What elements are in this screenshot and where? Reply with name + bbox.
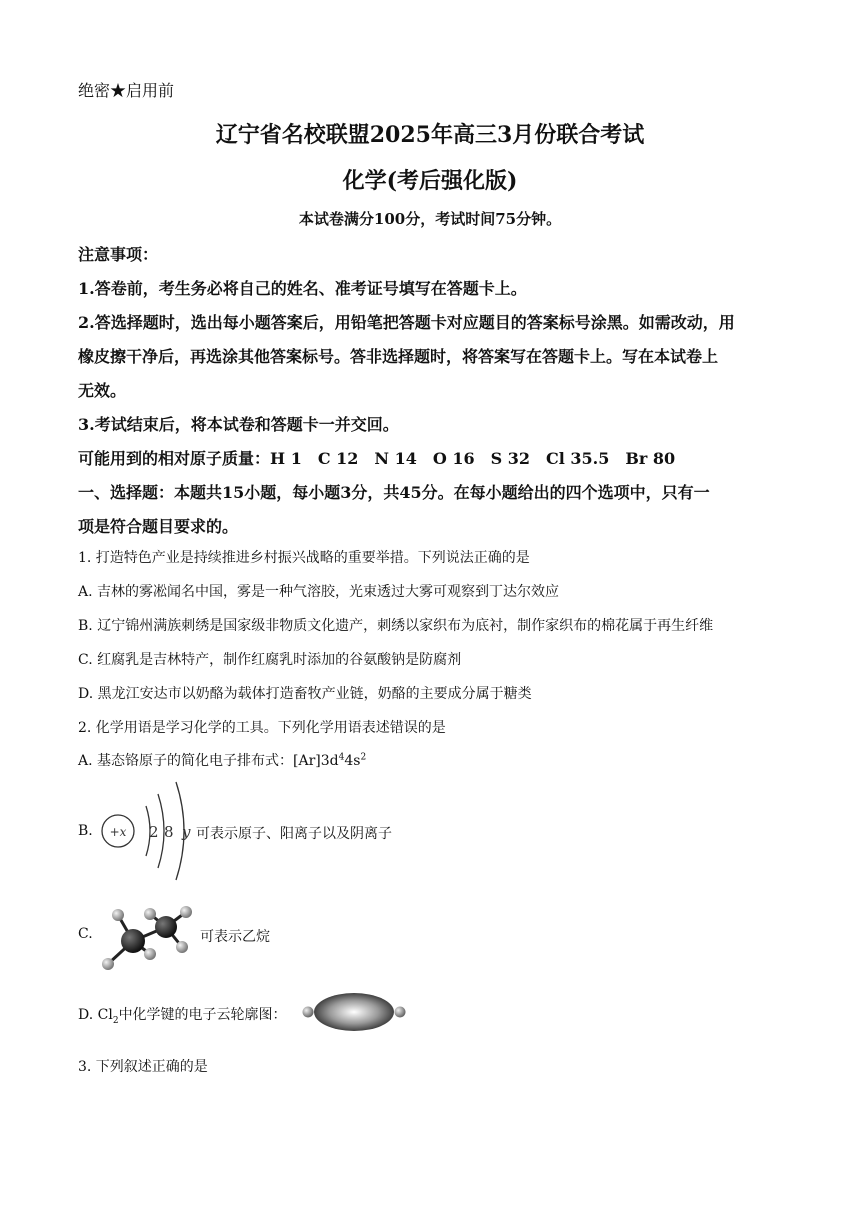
exam-subtitle: 化学(考后强化版) — [342, 168, 518, 194]
note-item: 无效。 — [78, 381, 127, 400]
question-2-option-a — [78, 750, 366, 770]
note-item: 3.考试结束后，将本试卷和答题卡一并交回。 — [78, 415, 399, 434]
superscript: 4 — [338, 752, 345, 763]
note-item: 橡皮擦干净后，再选涂其他答案标号。答非选择题时，将答案写在答题卡上。写在本试卷上 — [78, 347, 719, 366]
nucleus-charge: +x — [109, 825, 127, 839]
subscript: 2 — [112, 1015, 119, 1026]
section-heading: 一、选择题：本题共15小题，每小题3分，共45分。在每小题给出的四个选项中，只有一 — [78, 483, 710, 502]
option-a-text: A. 基态铬原子的简化电子排布式：[Ar]3d — [78, 753, 339, 769]
option-a-text: 4s — [344, 753, 361, 769]
question-1-stem: 1. 打造特色产业是持续推进乡村振兴战略的重要举措。下列说法正确的是 — [78, 550, 530, 566]
question-2-option-b-text: 可表示原子、阳离子以及阴离子 — [196, 826, 392, 842]
question-2-stem: 2. 化学用语是学习化学的工具。下列化学用语表述错误的是 — [78, 720, 446, 736]
note-item: 2.答选择题时，选出每小题答案后，用铅笔把答题卡对应题目的答案标号涂黑。如需改动，用 — [78, 313, 735, 332]
shell-1-count: 2 — [149, 823, 159, 841]
option-d-text: 中化学键的电子云轮廓图： — [118, 1007, 287, 1023]
note-item: 1.答卷前，考生务必将自己的姓名、准考证号填写在答题卡上。 — [78, 279, 527, 298]
notes-heading: 注意事项： — [78, 245, 159, 264]
question-2-option-b-label: B. — [78, 823, 93, 839]
chlorine-atom — [395, 1007, 406, 1018]
section-heading-cont: 项是符合题目要求的。 — [78, 517, 239, 536]
question-3-stem: 3. 下列叙述正确的是 — [78, 1059, 208, 1075]
hydrogen-atom — [144, 908, 156, 920]
hydrogen-atom — [176, 941, 188, 953]
atomic-mass-line: 可能用到的相对原子质量：H 1 C 12 N 14 O 16 S 32 Cl 35.5 Br 80 — [78, 449, 676, 468]
exam-title: 辽宁省名校联盟2025年高三3月份联合考试 — [215, 122, 645, 148]
hydrogen-atom — [180, 906, 192, 918]
option-d-text: D. Cl — [78, 1007, 113, 1023]
question-2-option-c-text: 可表示乙烷 — [200, 929, 270, 945]
ethane-ball-stick-model — [98, 902, 198, 976]
question-1-option-c: C. 红腐乳是吉林特产，制作红腐乳时添加的谷氨酸钠是防腐剂 — [78, 652, 462, 668]
hydrogen-atom — [102, 958, 114, 970]
question-1-option-d: D. 黑龙江安达市以奶酪为载体打造畜牧产业链，奶酪的主要成分属于糖类 — [78, 686, 532, 702]
hydrogen-atom — [112, 909, 124, 921]
carbon-atom — [155, 916, 177, 938]
carbon-atom — [121, 929, 145, 953]
confidential-mark: 绝密★启用前 — [78, 81, 175, 100]
superscript: 2 — [360, 752, 367, 763]
question-2-option-c-label: C. — [78, 926, 93, 942]
question-1-option-b: B. 辽宁锦州满族刺绣是国家级非物质文化遗产，刺绣以家织布为底衬，制作家织布的棉花属于再生纤维 — [78, 618, 714, 634]
question-2-option-d — [78, 1004, 287, 1026]
score-line: 本试卷满分100分，考试时间75分钟。 — [298, 210, 562, 228]
shell-3-count: y — [182, 823, 191, 841]
electron-cloud-diagram — [298, 990, 410, 1034]
bond-cloud — [314, 993, 394, 1031]
hydrogen-atom — [144, 948, 156, 960]
shell-2-count: 8 — [164, 823, 174, 841]
question-1-option-a: A. 吉林的雾凇闻名中国，雾是一种气溶胶，光束透过大雾可观察到丁达尔效应 — [78, 584, 560, 600]
chlorine-atom — [303, 1007, 314, 1018]
